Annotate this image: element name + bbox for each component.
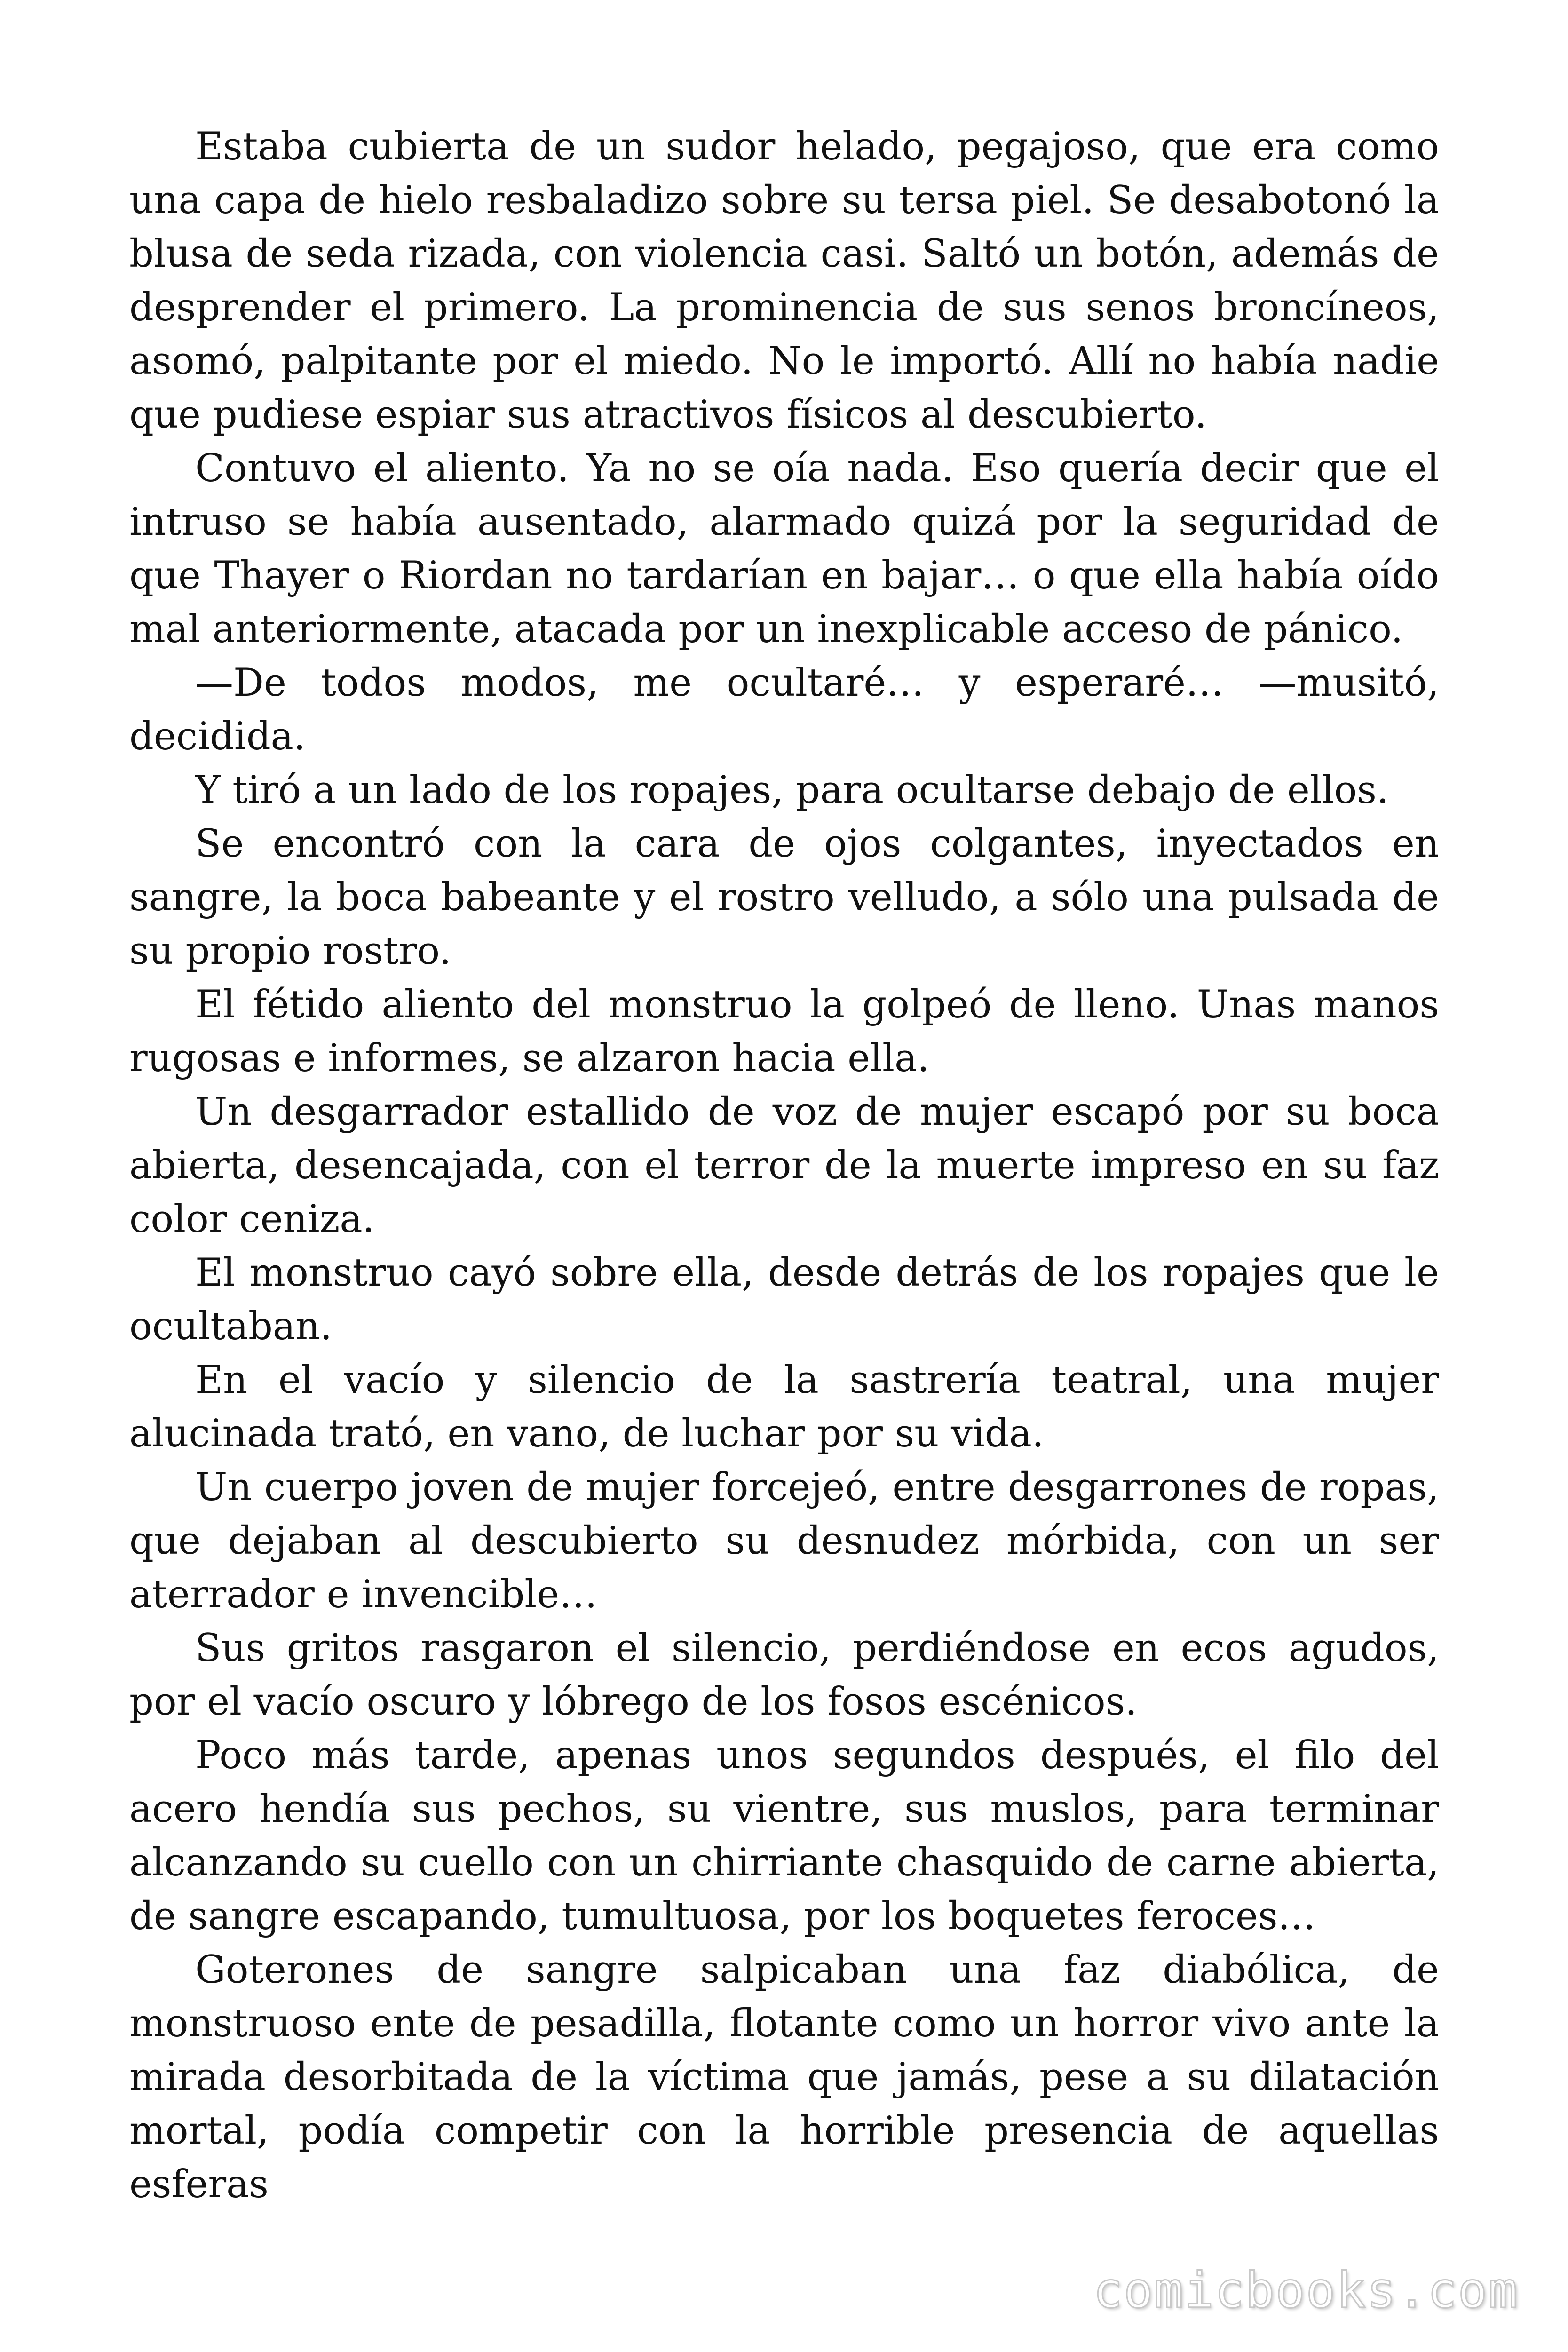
paragraph-2: Contuvo el aliento. Ya no se oía nada. Eso quería decir que el intruso se había ausentado, alarmado quizá por la seguridad de que Thayer o Riordan no tardarían en bajar… o que ella había oído mal anteriormente, atacada por un inexplicable acceso de pánico. xyxy=(129,446,1439,652)
paragraph-8: El monstruo cayó sobre ella, desde detrás de los ropajes que le ocultaban. xyxy=(129,1251,1439,1349)
paragraph-1: Estaba cubierta de un sudor helado, pegajoso, que era como una capa de hielo resbaladizo sobre su tersa piel. Se desabotonó la blusa de seda rizada, con violencia casi. Saltó un botón, además de desprender el primero. La prominencia de sus senos broncíneos, asomó, palpitante por el miedo. No le importó. Allí no había nadie que pudiese espiar sus atractivos físicos al descubierto. xyxy=(129,125,1439,437)
paragraph-9: En el vacío y silencio de la sastrería teatral, una mujer alucinada trató, en vano, de luchar por su vida. xyxy=(129,1358,1439,1456)
paragraph-5: Se encontró con la cara de ojos colgantes, inyectados en sangre, la boca babeante y el rostro velludo, a sólo una pulsada de su propio rostro. xyxy=(129,822,1439,973)
paragraph-10: Un cuerpo joven de mujer forcejeó, entre desgarrones de ropas, que dejaban al descubierto su desnudez mórbida, con un ser aterrador e invencible… xyxy=(129,1465,1439,1617)
paragraph-12: Poco más tarde, apenas unos segundos después, el filo del acero hendía sus pechos, su vientre, sus muslos, para terminar alcanzando su cuello con un chirriante chasquido de carne abierta, de sangre escapando, tumultuosa, por los boquetes feroces… xyxy=(129,1733,1439,1939)
paragraph-11: Sus gritos rasgaron el silencio, perdiéndose en ecos agudos, por el vacío oscuro y lóbrego de los fosos escénicos. xyxy=(129,1626,1439,1724)
paragraph-3: —De todos modos, me ocultaré… y esperaré… —musitó, decidida. xyxy=(129,661,1439,759)
paragraph-7: Un desgarrador estallido de voz de mujer escapó por su boca abierta, desencajada, con el terror de la muerte impreso en su faz color ceniza. xyxy=(129,1090,1439,1241)
paragraph-4: Y tiró a un lado de los ropajes, para ocultarse debajo de ellos. xyxy=(195,768,1389,812)
watermark: comicbooks.com xyxy=(1093,2262,1519,2319)
paragraph-13: Goterones de sangre salpicaban una faz diabólica, de monstruoso ente de pesadilla, flotante como un horror vivo ante la mirada desorbitada de la víctima que jamás, pese a su dilatación mortal, podía competir con la horrible presencia de aquellas esferas xyxy=(129,1948,1439,2207)
paragraph-6: El fétido aliento del monstruo la golpeó de lleno. Unas manos rugosas e informes, se alzaron hacia ella. xyxy=(129,983,1439,1081)
page-text xyxy=(129,120,1439,2211)
